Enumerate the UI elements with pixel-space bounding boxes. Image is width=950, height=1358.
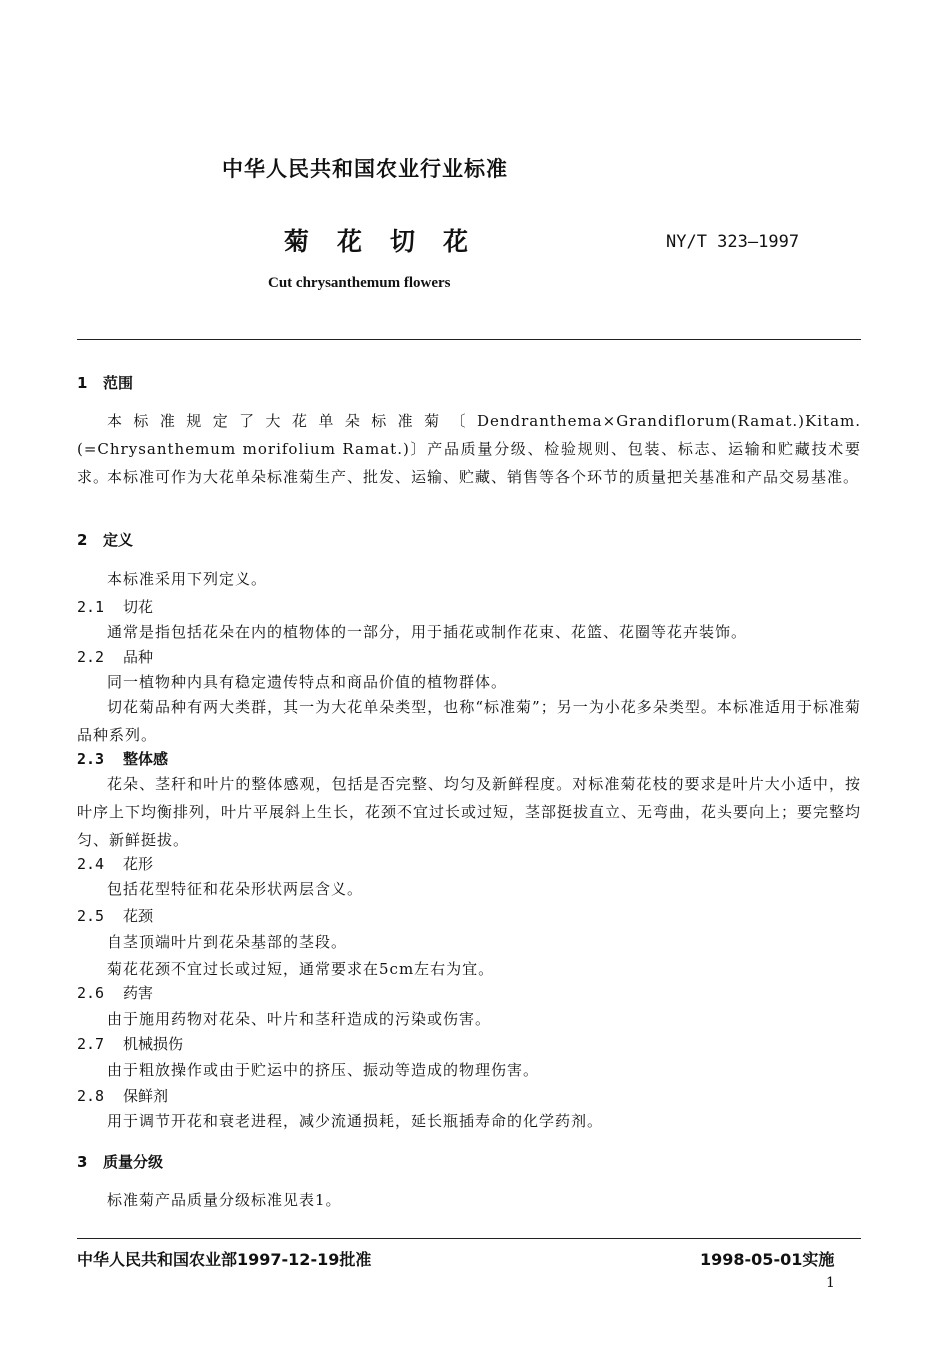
def-number: 2.1 <box>77 598 105 616</box>
def-title: 药害 <box>123 984 154 1002</box>
def-title: 整体感 <box>123 750 169 768</box>
def-2-2-text-1: 同一植物种内具有稳定遗传特点和商品价值的植物群体。 <box>107 673 508 691</box>
org-title: 中华人民共和国农业行业标准 <box>222 157 508 181</box>
def-title: 花颈 <box>123 907 154 925</box>
def-title: 切花 <box>123 598 154 616</box>
def-2-6-heading <box>77 982 153 1003</box>
section-number: 1 <box>77 374 88 392</box>
section-2-intro: 本标准采用下列定义。 <box>107 570 268 588</box>
document-title: 菊花切花 <box>284 227 497 256</box>
def-2-3-heading <box>77 748 168 769</box>
section-2-heading <box>77 529 133 550</box>
def-2-7-text: 由于粗放操作或由于贮运中的挤压、振动等造成的物理伤害。 <box>107 1061 540 1079</box>
section-1-para-1: 本标准规定了大花单朵标准菊〔Dendranthema×Grandiflorum(Ramat.)Kitam.(=Chrysanthemum morifolium Ramat.)〕产品质量分级、检验规则、包装、标志、运输和贮藏技术要求。 <box>77 412 861 486</box>
def-number: 2.5 <box>77 907 105 925</box>
section-title: 质量分级 <box>103 1153 164 1171</box>
def-2-8-heading <box>77 1085 168 1106</box>
english-title: Cut chrysanthemum flowers <box>268 275 451 291</box>
def-title: 花形 <box>123 855 154 873</box>
def-number: 2.8 <box>77 1087 105 1105</box>
def-2-1-text: 通常是指包括花朵在内的植物体的一部分，用于插花或制作花束、花篮、花圈等花卉装饰。 <box>107 623 748 641</box>
def-number: 2.3 <box>77 750 105 768</box>
section-title: 范围 <box>103 374 134 392</box>
def-2-5-text-1: 自茎顶端叶片到花朵基部的茎段。 <box>107 933 348 951</box>
section-title: 定义 <box>103 531 134 549</box>
approval-date: 中华人民共和国农业部1997-12-19批准 <box>77 1250 372 1269</box>
effective-date: 1998-05-01实施 <box>700 1250 835 1269</box>
section-1-para-2: 本标准可作为大花单朵标准菊生产、批发、运输、贮藏、销售等各个环节的质量把关基准和产品交易基准。 <box>107 468 860 486</box>
def-title: 品种 <box>123 648 154 666</box>
standard-number: NY/T 323—1997 <box>666 232 800 252</box>
page-number: 1 <box>826 1275 835 1291</box>
def-2-6-text: 由于施用药物对花朵、叶片和茎秆造成的污染或伤害。 <box>107 1010 492 1028</box>
def-number: 2.7 <box>77 1035 105 1053</box>
section-3-heading <box>77 1151 163 1172</box>
def-2-3-text: 花朵、茎秆和叶片的整体感观，包括是否完整、均匀及新鲜程度。对标准菊花枝的要求是叶片大小适中，按叶序上下均衡排列，叶片平展斜上生长，花颈不宜过长或过短，茎部挺拔直立、无弯曲，花头要向上；要完整均匀、新鲜挺拔。 <box>77 775 862 849</box>
def-title: 保鲜剂 <box>123 1087 169 1105</box>
section-number: 3 <box>77 1153 88 1171</box>
header-divider <box>77 339 861 340</box>
def-title: 机械损伤 <box>123 1035 184 1053</box>
def-2-2-text-2: 切花菊品种有两大类群，其一为大花单朵类型，也称“标准菊”；另一为小花多朵类型。本标准适用于标准菊品种系列。 <box>77 698 861 744</box>
def-2-5-heading <box>77 905 153 926</box>
def-2-8-text: 用于调节开花和衰老进程，减少流通损耗，延长瓶插寿命的化学药剂。 <box>107 1112 604 1130</box>
section-1-heading <box>77 372 133 393</box>
section-3-text: 标准菊产品质量分级标准见表1。 <box>107 1191 342 1209</box>
def-2-2-heading <box>77 646 153 667</box>
def-number: 2.2 <box>77 648 105 666</box>
def-number: 2.4 <box>77 855 105 873</box>
def-2-7-heading <box>77 1033 183 1054</box>
section-number: 2 <box>77 531 88 549</box>
def-2-5-text-2: 菊花花颈不宜过长或过短，通常要求在5cm左右为宜。 <box>107 960 495 978</box>
def-2-4-text: 包括花型特征和花朵形状两层含义。 <box>107 880 364 898</box>
footer-divider <box>77 1238 861 1239</box>
def-2-4-heading <box>77 853 153 874</box>
def-number: 2.6 <box>77 984 105 1002</box>
def-2-1-heading <box>77 596 153 617</box>
